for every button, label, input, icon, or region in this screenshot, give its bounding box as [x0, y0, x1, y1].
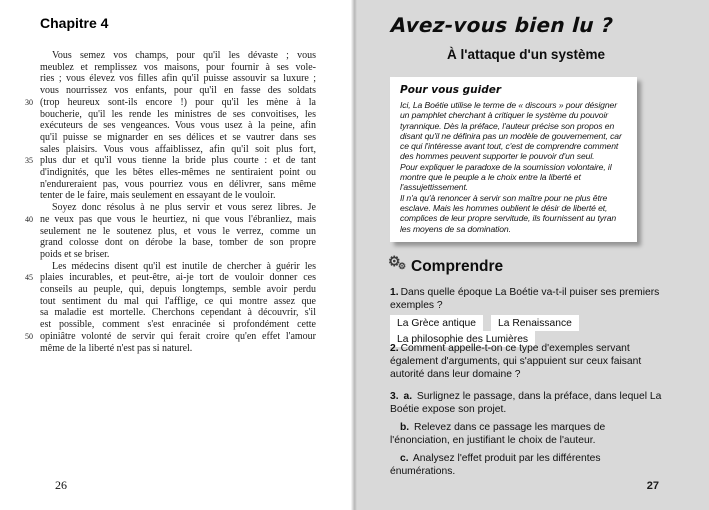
text-line: est possible, comment s'est enracinée si profondément cette [40, 319, 316, 331]
text-line: Vous semez vos champs, pour qu'il les dévaste ; vous [52, 50, 316, 61]
question-2-number: 2. [390, 343, 399, 354]
text-line: Soyez donc résolus à ne plus servir et vous serez libres. Je [52, 202, 316, 214]
text-line: tenter de le faire, mais seulement en essayant de le vouloir. [40, 190, 276, 202]
guide-box [390, 77, 637, 242]
section-title: Avez-vous bien lu ? [390, 13, 614, 37]
text-line: Les médecins disent qu'il est inutile de chercher à guérir les [52, 260, 316, 272]
left-page [0, 0, 351, 510]
question-3-part-b: b. Relevez dans ce passage les marques de l'énonciation, en justifiant le choix de l'auteur. [390, 422, 606, 446]
text-line: ries ; vous élevez vos filles afin qu'il puisse assouvir sa luxure ; [40, 73, 316, 85]
answer-option: La Renaissance [491, 315, 579, 331]
question-3-number: 3. [390, 391, 399, 402]
guide-paragraph: Pour expliquer le paradoxe de la soumission volontaire, il montre que le peuple a le choix entre la liberté et l'assujettissement. [400, 161, 612, 193]
text-line: même de la liberté n'est pas si naturel. [40, 342, 193, 354]
question-3-part-letter: b. [400, 422, 410, 433]
guide-paragraph: Ici, La Boétie utilise le terme de « discours » pour désigner un pamphlet cherchant à critiquer le système du pouvoir tyrannique. Dès la préface, l'auteur précise son propos en disant qu'il ne définira pas un modèle de gouvernement, car ce qui l'intéresse avant tout, c'est de comprendre comment des hommes peuvent supporter le pouvoir d'un seul. [400, 100, 622, 162]
text-line: 35 plus dur et qu'il vous tienne la bride plus courte : et de tant [25, 155, 316, 167]
line-number: 30 [25, 97, 33, 107]
line-number: 40 [25, 214, 33, 224]
text-line: meublez et remplissez vos maisons, pour fournir à ses vole- [40, 61, 316, 73]
question-1-number: 1. [390, 287, 399, 298]
page-number-right: 27 [646, 480, 659, 492]
answer-option: La philosophie des Lumières [390, 331, 535, 347]
right-page [357, 0, 709, 510]
answer-option: La Grèce antique [390, 315, 483, 331]
line-number: 45 [25, 273, 33, 283]
comprendre-heading [388, 253, 504, 276]
question-2-text: 2. Comment appelle-t-on ce type d'exemples servant également d'arguments, qui s'appuient sur ceux faisant autorité dans leur domaine ? [390, 343, 642, 380]
text-line: exécuteurs de ses vengeances. Vous vous usez à la peine, afin [40, 120, 316, 132]
text-line: sa maladie est mortelle. Cherchons cependant à découvrir, s'il [40, 307, 316, 319]
line-number: 35 [25, 156, 33, 166]
question-3-part-letter: c. [400, 453, 409, 464]
question-1-text: 1. Dans quelle époque La Boétie va-t-il puiser ses premiers exemples ? [390, 287, 660, 311]
text-line: conseils au peuple, qui, depuis longtemps, semble avoir perdu [40, 284, 316, 296]
question-3-part-a: 3. a. Surlignez le passage, dans la préface, dans lequel La Boétie expose son projet. [390, 391, 662, 415]
page-number-left: 26 [55, 478, 67, 492]
question-3 [390, 390, 664, 478]
question-3-part-c: c. Analysez l'effet produit par les différentes énumérations. [390, 453, 601, 477]
gears-icon [388, 253, 408, 276]
question-2 [390, 342, 664, 381]
guide-box-title: Pour vous guider [400, 84, 502, 96]
line-number: 50 [25, 331, 33, 341]
question-3-parts [390, 390, 664, 478]
gear-small-icon: ⚙ [398, 261, 407, 271]
text-line: poids et se briser. [40, 248, 110, 260]
section-subtitle: À l'attaque d'un système [447, 47, 605, 62]
text-line: vous nourrissez vos enfants, pour qu'il en fasse des soldats [40, 85, 316, 97]
text-line: 50 opiniâtre volonté de servir qui ferait croire qu'en effet l'amour [25, 330, 316, 342]
text-line: tout sentiment du mal qui l'afflige, ce qui montre assez que [40, 295, 316, 307]
text-line: 30 (trop heureux sont-ils encore !) pour qu'il les mène à la [25, 96, 316, 108]
text-line: boucherie, qu'il les rende les ministres de ses convoitises, les [40, 108, 316, 120]
question-1 [390, 286, 664, 347]
guide-box-body [400, 100, 627, 234]
text-line: 45 plaies incurables, et peut-être, ai-je tort de vouloir donner ces [25, 272, 316, 284]
guide-paragraph: Il n'a qu'à renoncer à servir son maître pour ne plus être esclave. Mais les hommes oublient le désir de liberté et, complices de leur propre servitude, ils fournissent au tyran les moyens de sa domination. [400, 192, 617, 234]
text-line: 40 ne veux pas que vous le heurtiez, ni que vous l'ébranliez, mais [25, 213, 316, 225]
text-line: grand colosse dont on dérobe la base, tomber de son propre [40, 237, 316, 249]
text-line: n'endureraient pas, vous pourriez vous en délivrer, sans même [40, 178, 316, 190]
text-line: seulement ne le soutenez plus, et vous le verrez, comme un [40, 225, 316, 237]
chapter-title: Chapitre 4 [40, 15, 109, 31]
question-3-part-letter: a. [403, 391, 413, 402]
comprendre-label: Comprendre [411, 257, 504, 275]
gear-large-icon: ⚙ [388, 253, 401, 269]
text-line: qu'il puisse se mignarder en ses délices et se vautrer dans ses [40, 131, 316, 143]
text-block [0, 50, 316, 354]
text-line: d'indignités, que les bêtes elles-mêmes ne sentiraient point ou [40, 167, 316, 179]
text-line: sales plaisirs. Vous vous affaiblissez, afin qu'il soit plus fort, [40, 143, 316, 155]
